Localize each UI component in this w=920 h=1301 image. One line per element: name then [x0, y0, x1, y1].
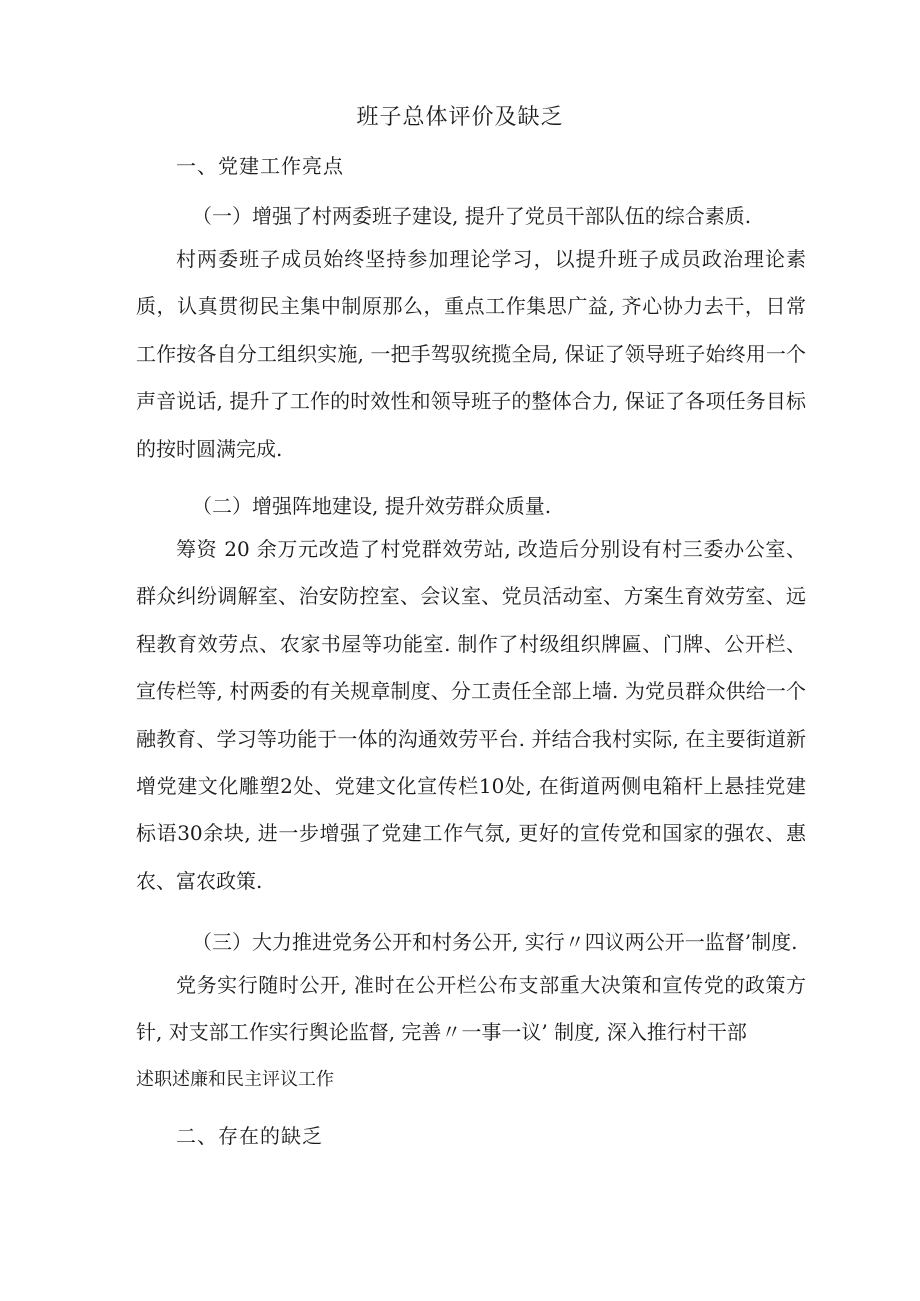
paragraph-3: 党务实行随时公开, 准时在公开栏公布支部重大决策和宣传党的政策方针, 对支部工作实行舆论监督, 完善〃一事一议’ 制度, 深入推行村干部 — [136, 973, 806, 1045]
subheading-3: （三）大力推进党务公开和村务公开, 实行〃四议两公开一监督’制度. — [192, 930, 798, 954]
paragraph-3-trailing-line: 述职述廉和民主评议工作 — [136, 1069, 334, 1090]
paragraph-1: 村两委班子成员始终坚持参加理论学习，以提升班子成员政治理论素质，认真贯彻民主集中制原那么，重点工作集思广益, 齐心协力去干，日常工作按各自分工组织实施, 一把手驾驭统揽全局, 保证了领导班子始终用一个声音说话, 提升了工作的时效性和领导班子的整体合力, 保证了各项任务目标的按时圆满完成. — [136, 247, 806, 461]
section-heading-2: 二、存在的缺乏 — [176, 1124, 323, 1148]
subheading-2: （二）增强阵地建设, 提升效劳群众质量. — [192, 494, 552, 518]
section-heading-1: 一、党建工作亮点 — [176, 154, 344, 178]
document-title: 班子总体评价及缺乏 — [356, 105, 564, 130]
subheading-1: （一）增强了村两委班子建设, 提升了党员干部队伍的综合素质. — [192, 204, 752, 228]
paragraph-2: 筹资 20 余万元改造了村党群效劳站, 改造后分别设有村三委办公室、群众纠纷调解室、治安防控室、会议室、党员活动室、方案生育效劳室、远程教育效劳点、农家书屋等功能室. 制作了村级组织牌匾、门牌、公开栏、宣传栏等, 村两委的有关规章制度、分工责任全部上墙. 为党员群众供给一个融教育、学习等功能于一体的沟通效劳平台. 并结合我村实际, 在主要街道新增党建文化雕塑2处、党建文化宣传栏10处, 在街道两侧电箱杆上悬挂党建标语30余块, 进一步增强了党建工作气氛, 更好的宣传党和国家的强农、惠农、富农政策. — [136, 537, 806, 893]
